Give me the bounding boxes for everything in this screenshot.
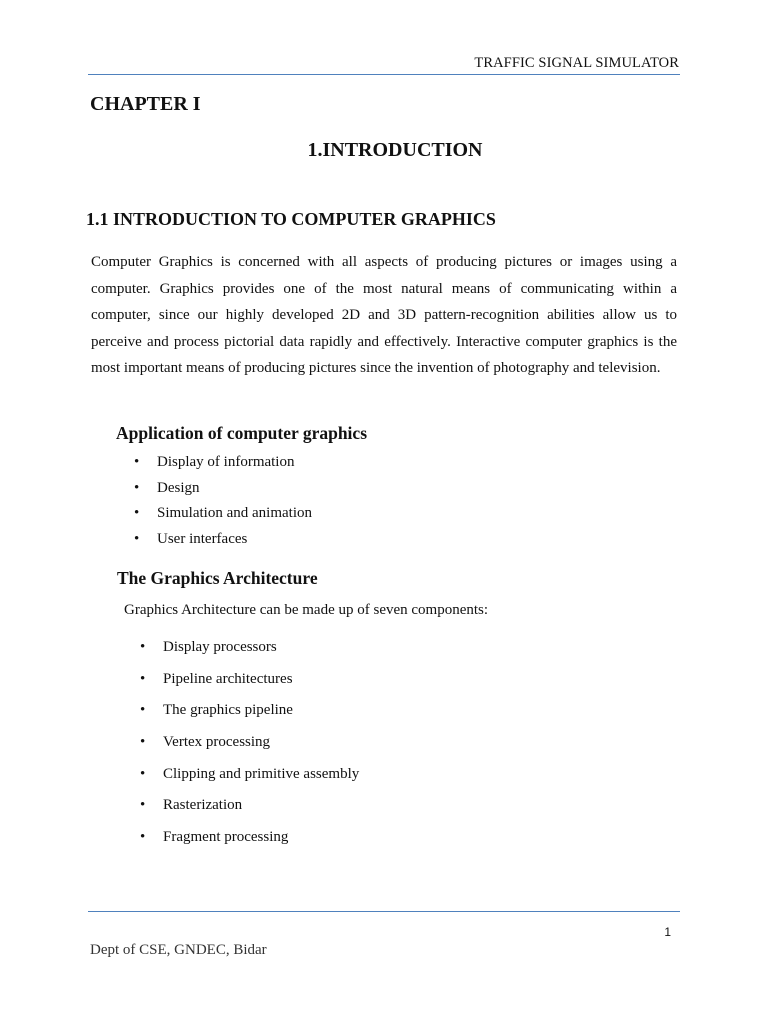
bullet-icon: • bbox=[140, 702, 146, 719]
chapter-title: 1.INTRODUCTION bbox=[307, 139, 483, 161]
bullet-icon: • bbox=[140, 765, 146, 782]
running-header: TRAFFIC SIGNAL SIMULATOR bbox=[474, 55, 679, 71]
footer-department: Dept of CSE, GNDEC, Bidar bbox=[90, 942, 267, 958]
list-item: • Simulation and animation bbox=[134, 505, 312, 521]
list-item: • Fragment processing bbox=[140, 829, 289, 846]
page-number: 1 bbox=[664, 925, 671, 939]
list-item: • Rasterization bbox=[140, 797, 243, 814]
header-rule bbox=[88, 74, 680, 75]
intro-paragraph: Computer Graphics is concerned with all aspects of producing pictures or images using a computer. Graphics provides one of the most natural means of communicating within a computer, since our highly developed 2D and 3D pattern-recognition abilities allow us to perceive and process pictorial data rapidly and effectively. Interactive computer graphics is the most important means of producing pictures since the invention of photography and television. bbox=[91, 254, 677, 376]
architecture-heading: The Graphics Architecture bbox=[117, 568, 318, 588]
list-item: • Design bbox=[134, 479, 200, 496]
list-item: • Pipeline architectures bbox=[140, 670, 293, 687]
architecture-intro: Graphics Architecture can be made up of seven components: bbox=[124, 602, 489, 618]
bullet-icon: • bbox=[140, 797, 146, 814]
bullet-icon: • bbox=[140, 734, 146, 751]
applications-list bbox=[134, 452, 312, 554]
bullet-icon: • bbox=[134, 530, 140, 547]
list-item: • Clipping and primitive assembly bbox=[140, 765, 360, 782]
architecture-list bbox=[140, 637, 360, 859]
bullet-icon: • bbox=[140, 829, 146, 846]
bullet-icon: • bbox=[134, 454, 140, 470]
footer-rule bbox=[88, 911, 680, 912]
bullet-icon: • bbox=[134, 479, 140, 496]
list-item: • User interfaces bbox=[134, 530, 248, 547]
bullet-icon: • bbox=[140, 639, 146, 655]
list-item: • Display processors bbox=[140, 639, 277, 655]
applications-heading: Application of computer graphics bbox=[116, 423, 367, 443]
section-heading: 1.1 INTRODUCTION TO COMPUTER GRAPHICS bbox=[86, 209, 496, 229]
list-item: • Vertex processing bbox=[140, 734, 271, 751]
bullet-icon: • bbox=[140, 670, 146, 687]
list-item: • The graphics pipeline bbox=[140, 702, 293, 719]
chapter-label: CHAPTER I bbox=[90, 93, 201, 115]
list-item: • Display of information bbox=[134, 454, 295, 470]
bullet-icon: • bbox=[134, 505, 140, 521]
